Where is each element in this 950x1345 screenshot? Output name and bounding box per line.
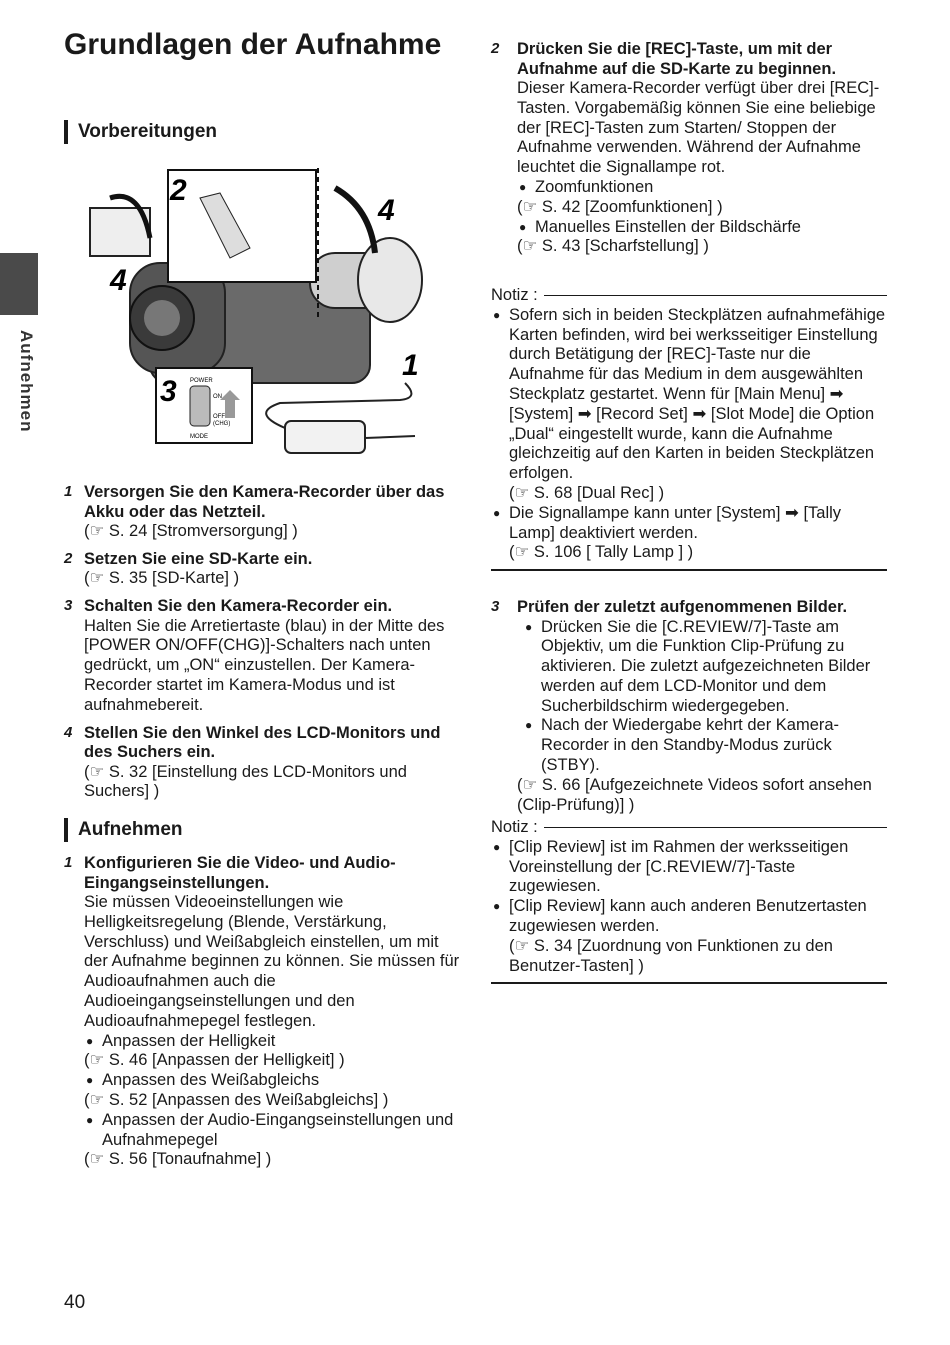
page-reference: (☞ S. 106 [ Tally Lamp ] ) <box>491 543 887 563</box>
page-reference: (☞ S. 52 [Anpassen des Weißabgleichs] ) <box>84 1091 464 1111</box>
note-item: ● [Clip Review] ist im Rahmen der werksseitigen Voreinstellung der [C.REVIEW/7]-Taste zugewiesen. <box>491 838 887 897</box>
page-reference: (☞ S. 46 [Anpassen der Helligkeit] ) <box>84 1051 464 1071</box>
side-tab-label: Aufnehmen <box>17 330 36 433</box>
note-label: Notiz : <box>491 286 538 304</box>
section-divider <box>491 569 887 571</box>
note-divider <box>544 827 887 828</box>
svg-text:1: 1 <box>402 349 419 382</box>
svg-text:(CHG): (CHG) <box>213 421 231 427</box>
page-reference: (☞ S. 42 [Zoomfunktionen] ) <box>517 198 887 218</box>
note-divider <box>544 295 887 296</box>
section-heading-record: Aufnehmen <box>64 818 183 842</box>
svg-text:ON: ON <box>213 394 222 400</box>
note-label: Notiz : <box>491 818 538 836</box>
list-item: ● Anpassen der Audio-Eingangseinstellungen und Aufnahmepegel <box>84 1111 464 1151</box>
side-tab-marker <box>0 253 38 315</box>
prep-step: 3 Schalten Sie den Kamera-Recorder ein. Halten Sie die Arretiertaste (blau) in der Mitte des [POWER ON/OFF(CHG)]-Schalters nach unten gedrückt, um „ON“ einzustellen. Der Kamera-Recorder startet im Kamera-Modus und ist aufnahmebereit. <box>64 597 445 714</box>
record-step-1: 1 Konfigurieren Sie die Video- und Audio-Eingangseinstellungen. Sie müssen Videoeinstellungen wie Helligkeitsregelung (Blende, Verstärkung, Verschluss) und Weißabgleich einstellen, um mit der Aufnahme beginnen zu können. Sie müssen für Audioaufnahmen auch die Audioeingangseinstellungen und den Audioaufnahmepegel festlegen. ● Anpassen der Helligkeit (☞ S. 46 [Anpassen der Helligkeit] ) ● Anpassen des Weißabgleichs (☞ S. 52 [Anpassen des Weißabgleichs] ) ● Anpassen der Audio-Eingangseinstellungen und Aufnahmepegel (☞ S. 56 [Tonaufnahme] ) <box>64 854 464 1170</box>
note-item: ● Sofern sich in beiden Steckplätzen aufnahmefähige Karten befinden, wird bei werksseitiger Einstellung durch Betätigung der [REC]-Taste nur die Aufnahme für das Medium in dem ausgewählten Steckplatz gestartet. Wenn für [Main Menu] ➡ [System] ➡ [Record Set] ➡ [Slot Mode] die Option „Dual“ eingestellt wurde, kann die Aufnahme gleichzeitig auf den Karten in beiden Steckplätzen erfolgen. <box>491 306 887 484</box>
record-step-2: 2 Drücken Sie die [REC]-Taste, um mit der Aufnahme auf die SD-Karte zu beginnen. Dieser Kamera-Recorder verfügt über drei [REC]-Tasten. Vorgabemäßig können Sie eine beliebige der [REC]-Tasten zum Starten/ Stoppen der Aufnahme verwenden. Während der Aufnahme leuchtet die Signallampe rot. ● Zoomfunktionen (☞ S. 42 [Zoomfunktionen] ) ● Manuelles Einstellen der Bildschärfe (☞ S. 43 [Scharfstellung] ) <box>491 40 887 257</box>
inset-sd-card <box>168 170 316 282</box>
list-item: ● Anpassen der Helligkeit <box>84 1032 464 1052</box>
svg-text:4: 4 <box>110 264 127 297</box>
page-reference: (☞ S. 24 [Stromversorgung] ) <box>84 522 464 542</box>
page-reference: (☞ S. 56 [Tonaufnahme] ) <box>84 1150 464 1170</box>
list-item: ● Zoomfunktionen <box>517 178 887 198</box>
page-reference: (☞ S. 35 [SD-Karte] ) <box>84 569 464 589</box>
svg-text:4: 4 <box>378 194 395 227</box>
record-step-3: 3 Prüfen der zuletzt aufgenommenen Bilder. ● Drücken Sie die [C.REVIEW/7]-Taste am Objektiv, um die Funktion Clip-Prüfung zu aktivieren. Die zuletzt aufgezeichneten Bilder werden auf dem LCD-Monitor und dem Sucherbildschirm wiedergegeben. ● Nach der Wiedergabe kehrt der Kamera-Recorder in den Standby-Modus zurück (STBY). (☞ S. 66 [Aufgezeichnete Videos sofort ansehen (Clip-Prüfung)] ) <box>491 598 887 815</box>
ac-adapter-shape <box>285 421 365 453</box>
page-reference: (☞ S. 34 [Zuordnung von Funktionen zu den Benutzer-Tasten] ) <box>491 937 887 977</box>
list-item: ● Drücken Sie die [C.REVIEW/7]-Taste am Objektiv, um die Funktion Clip-Prüfung zu aktivieren. Die zuletzt aufgezeichneten Bilder werden auf dem LCD-Monitor und dem Sucherbildschirm wiedergegeben. <box>523 618 887 717</box>
page-number: 40 <box>64 1292 86 1313</box>
svg-text:3: 3 <box>160 375 177 408</box>
page-reference: (☞ S. 68 [Dual Rec] ) <box>491 484 887 504</box>
note-item: ● Die Signallampe kann unter [System] ➡ [Tally Lamp] deaktiviert werden. <box>491 504 887 544</box>
list-item: ● Nach der Wiedergabe kehrt der Kamera-Recorder in den Standby-Modus zurück (STBY). <box>523 716 887 775</box>
svg-text:POWER: POWER <box>190 378 213 384</box>
section-divider <box>491 982 887 984</box>
page-reference: (☞ S. 66 [Aufgezeichnete Videos sofort ansehen (Clip-Prüfung)] ) <box>517 776 887 816</box>
list-item: ● Anpassen des Weißabgleichs <box>84 1071 464 1091</box>
note-item: ● [Clip Review] kann auch anderen Benutzertasten zugewiesen werden. <box>491 897 887 937</box>
prep-step: 4 Stellen Sie den Winkel des LCD-Monitors und des Suchers ein. (☞ S. 32 [Einstellung des LCD-Monitors und Suchers] ) <box>64 724 464 803</box>
camera-illustration <box>70 168 465 468</box>
page-reference: (☞ S. 32 [Einstellung des LCD-Monitors und Suchers] ) <box>84 763 464 803</box>
prep-step: 1 Versorgen Sie den Kamera-Recorder über das Akku oder das Netzteil. (☞ S. 24 [Stromversorgung] ) <box>64 483 464 542</box>
svg-text:MODE: MODE <box>190 434 208 440</box>
page-title: Grundlagen der Aufnahme <box>64 28 442 61</box>
page-reference: (☞ S. 43 [Scharfstellung] ) <box>517 237 887 257</box>
note-box-2 <box>491 818 887 984</box>
section-heading-prep: Vorbereitungen <box>64 120 217 144</box>
svg-text:2: 2 <box>170 174 187 207</box>
prep-step: 2 Setzen Sie eine SD-Karte ein. (☞ S. 35 [SD-Karte] ) <box>64 550 464 589</box>
prep-steps <box>64 483 464 802</box>
list-item: ● Manuelles Einstellen der Bildschärfe <box>517 218 887 238</box>
svg-text:OFF: OFF <box>213 414 225 420</box>
note-box-1 <box>491 286 887 571</box>
